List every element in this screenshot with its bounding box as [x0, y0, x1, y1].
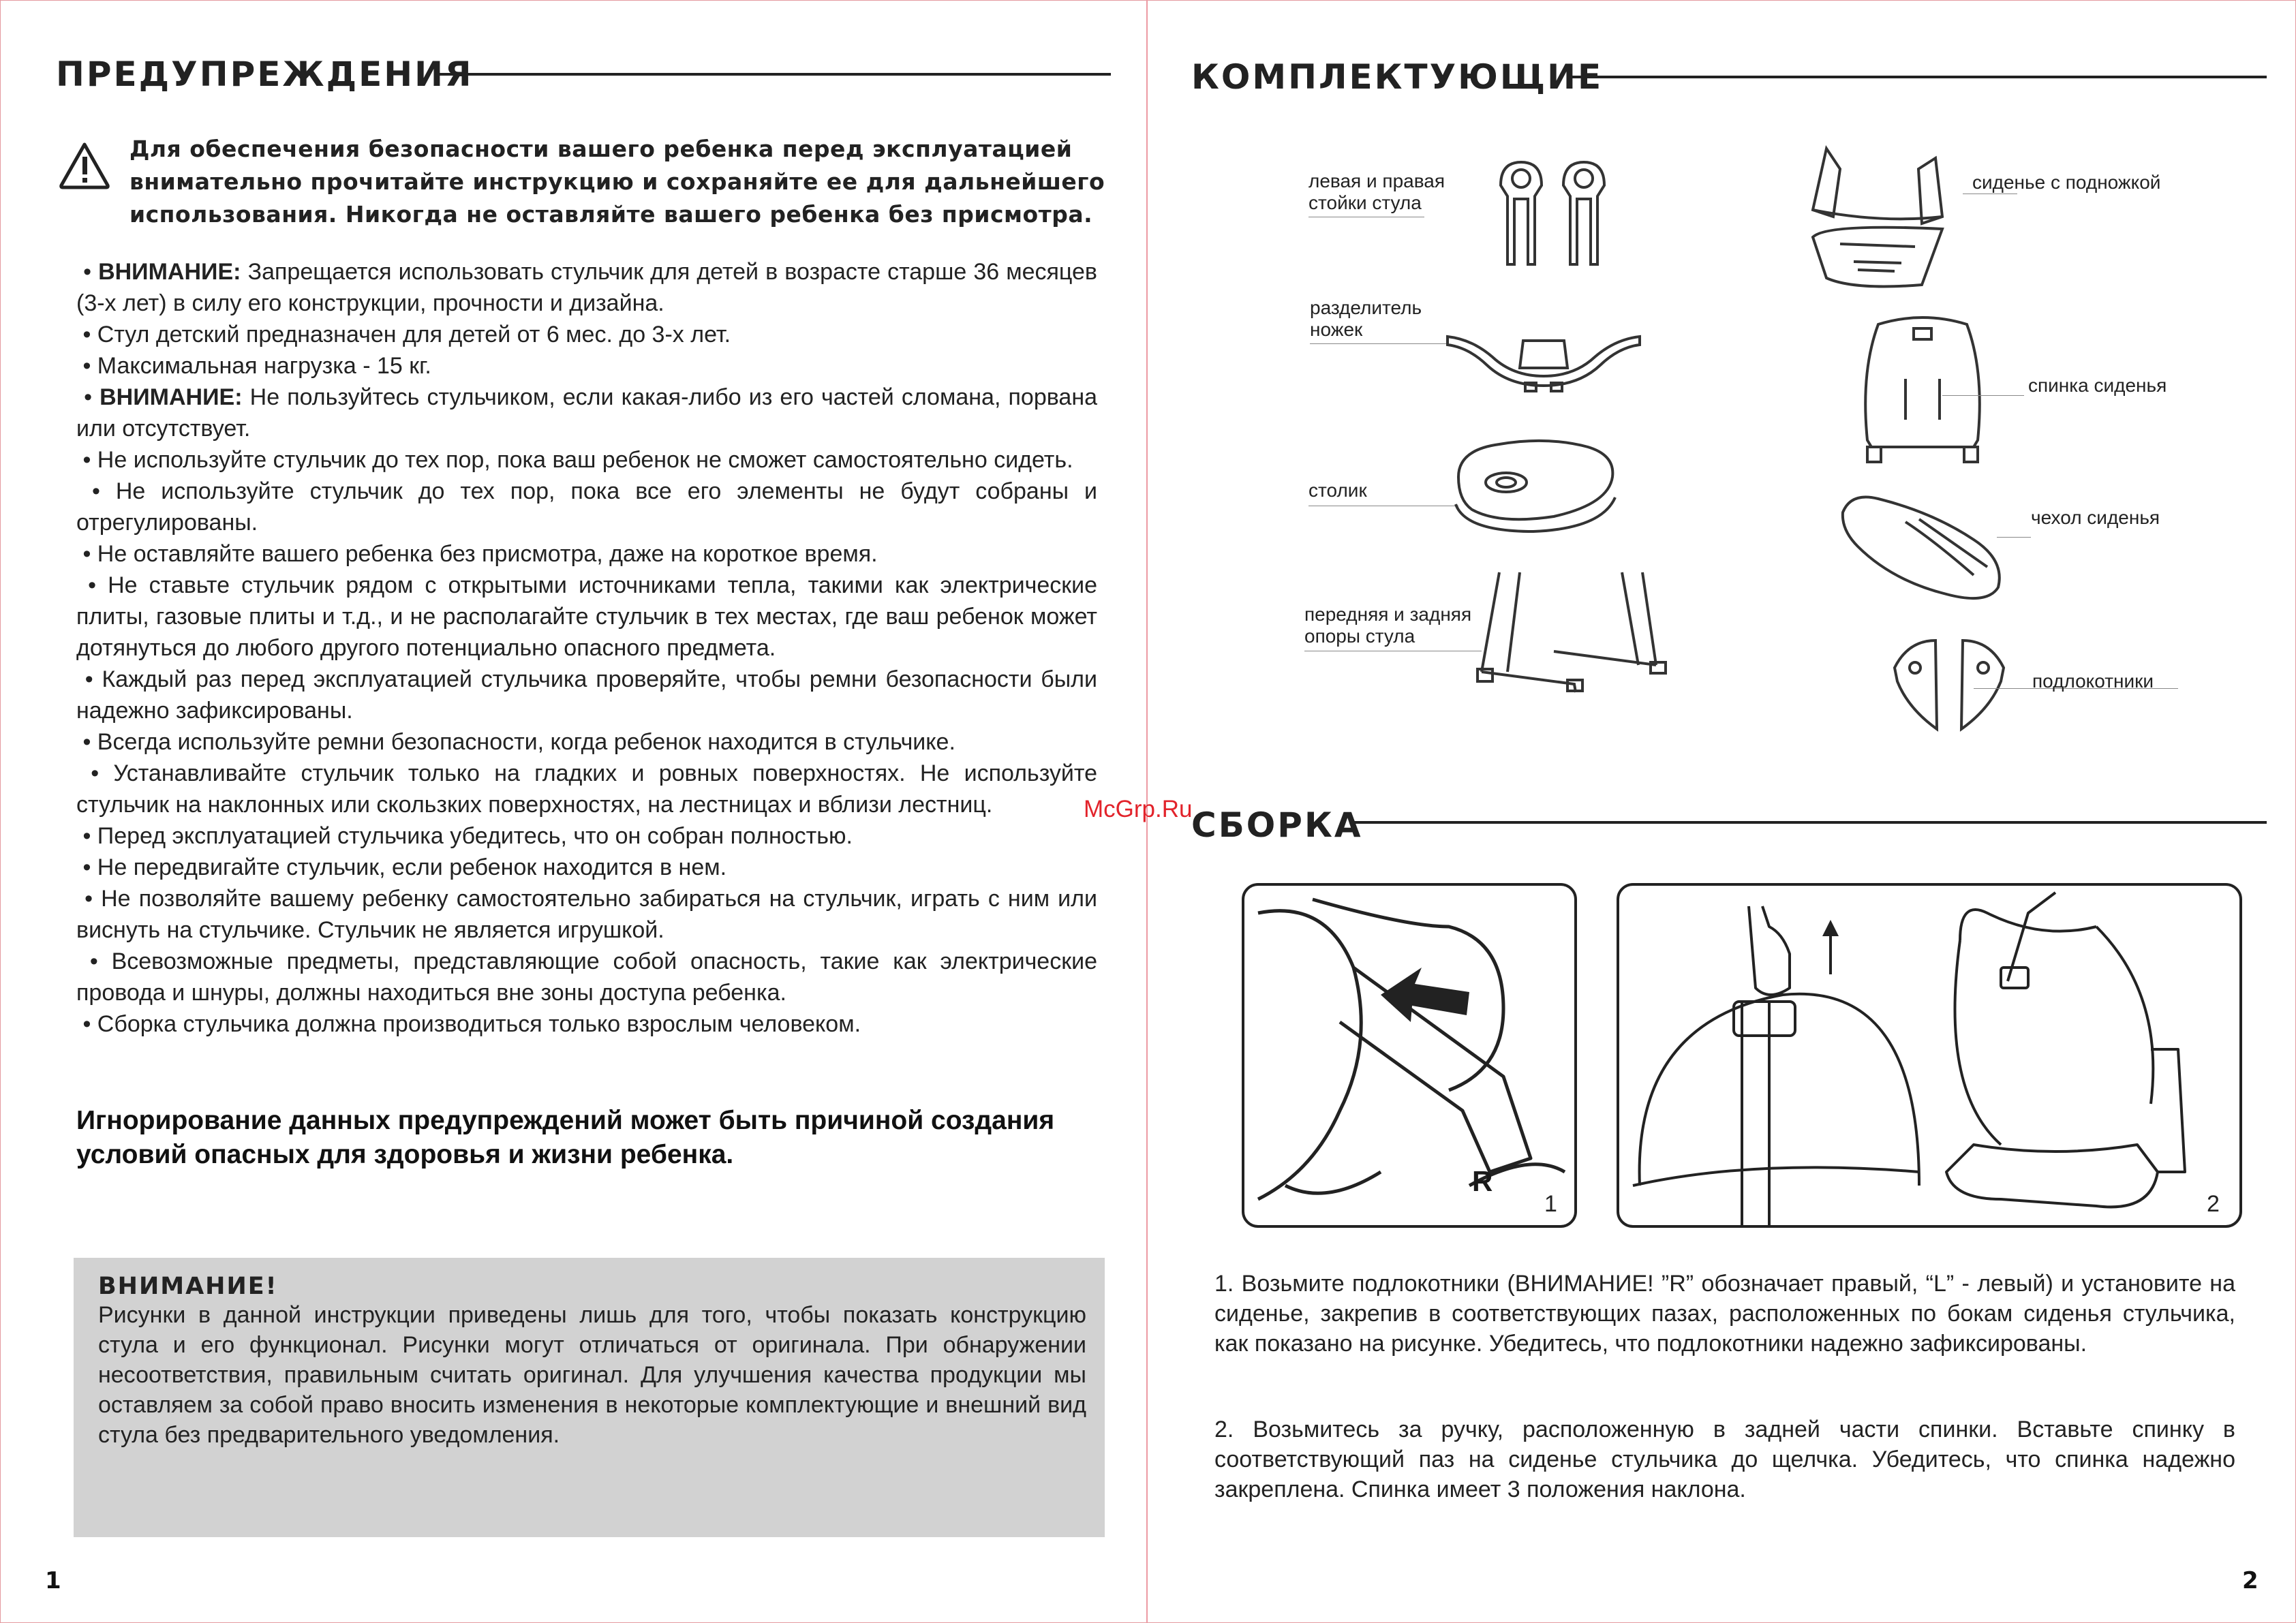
leader-line-backrest — [1942, 395, 2024, 396]
tray-illustration — [1452, 429, 1622, 538]
assembly-step-2: 2. Возьмитесь за ручку, расположенную в задней части спинки. Вставьте спинку в соответствующий паз на сиденье стульчика до щелчка. Убедитесь, что спинка надежно закреплена. Спинка имеет 3 положения наклона. — [1214, 1417, 2235, 1502]
parts-title: КОМПЛЕКТУЮЩИЕ — [1191, 57, 1604, 97]
parts-title-rule — [1569, 76, 2267, 78]
warnings-title: ПРЕДУПРЕЖДЕНИЯ — [56, 55, 474, 94]
warning-item: • Всегда используйте ремни безопасности, когда ребенок находится в стульчике. — [76, 729, 955, 755]
part-label-tray: столик — [1308, 480, 1367, 501]
part-label-seat: сиденье с подножкой — [1972, 172, 2161, 193]
warning-item: • Устанавливайте стульчик только на гладких и ровных поверхностях. Не используйте стульчик на наклонных или скользких поверхностях, на лестницах и вблизи лестниц. — [76, 760, 1098, 818]
page-number-left: 1 — [45, 1567, 61, 1594]
figure-2-illustration — [1619, 886, 2239, 1225]
part-label-legs: левая и правая стойки стула — [1308, 170, 1445, 213]
warning-item: • Всевозможные предметы, представляющие собой опасность, такие как электрические провода и шнуры, должны находиться вне зоны доступа ребенка. — [76, 948, 1097, 1006]
assembly-figure-2 — [1617, 883, 2242, 1228]
intro-warning-text: Для обеспечения безопасности вашего ребенка перед эксплуатацией внимательно прочитайте инструкцию и сохраняйте ее для дальнейшего использования. Никогда не оставляйте вашего ребенка без присмотра. — [129, 136, 1105, 228]
warning-item: • Не используйте стульчик до тех пор, пока ваш ребенок не сможет самостоятельно сидеть. — [76, 447, 1073, 473]
figure-1-number: 1 — [1544, 1191, 1557, 1217]
figure-1-letter: R — [1472, 1165, 1493, 1197]
warning-triangle-icon — [59, 142, 110, 189]
warnings-title-rule — [439, 73, 1111, 76]
warning-item: • Сборка стульчика должна производиться только взрослым человеком. — [76, 1011, 861, 1037]
leader-line-divider — [1310, 343, 1446, 344]
notice-box — [74, 1258, 1105, 1537]
part-label-cover: чехол сиденья — [2031, 507, 2160, 528]
warning-item: • Не оставляйте вашего ребенка без присмотра, даже на короткое время. — [76, 541, 878, 567]
warning-item: • ВНИМАНИЕ: Запрещается использовать стульчик для детей в возрасте старше 36 месяцев (3-х лет) в силу его конструкции, прочности и дизайна. — [76, 259, 1097, 316]
part-label-backrest: спинка сиденья — [2028, 375, 2167, 396]
assembly-title: СБОРКА — [1191, 805, 1363, 845]
leg-divider-illustration — [1445, 327, 1642, 395]
part-label-supports: передняя и задняя опоры стула — [1304, 604, 1472, 647]
assembly-title-rule — [1349, 821, 2267, 824]
part-label-divider: разделитель ножек — [1310, 297, 1422, 340]
armrests-illustration — [1888, 634, 2010, 736]
figure-2-number: 2 — [2207, 1191, 2220, 1217]
warning-item: • Каждый раз перед эксплуатацией стульчика проверяйте, чтобы ремни безопасности были надежно зафиксированы. — [76, 666, 1098, 724]
page-number-right: 2 — [2242, 1567, 2259, 1594]
notice-body: Рисунки в данной инструкции приведены лишь для того, чтобы показать конструкцию стула и его функционал. Рисунки могут отличаться от оригинала. При обнаружении несоответствия, правильным считать оригинал. Для улучшения качества продукции мы оставляем за собой право вносить изменения в некоторые комплектующие и внешний вид стула без предварительного уведомления. — [98, 1302, 1086, 1448]
warning-item: • Не используйте стульчик до тех пор, пока все его элементы не будут собраны и отрегулированы. — [76, 478, 1098, 536]
leader-line-cover — [1997, 537, 2031, 538]
assembly-figure-1 — [1242, 883, 1577, 1228]
part-label-armrests: подлокотники — [2032, 670, 2154, 692]
notice-title: ВНИМАНИЕ! — [98, 1273, 278, 1300]
warning-item: • Стул детский предназначен для детей от 6 мес. до 3-х лет. — [76, 322, 731, 347]
closing-warning: Игнорирование данных предупреждений может быть причиной создания условий опасных для здоровья и жизни ребенка. — [76, 1106, 1055, 1169]
warning-item: • Максимальная нагрузка - 15 кг. — [76, 353, 431, 379]
figure-1-illustration — [1244, 886, 1574, 1225]
legs-illustration — [1493, 158, 1622, 267]
warning-item: • Перед эксплуатацией стульчика убедитесь, что он собран полностью. — [76, 823, 853, 849]
seat-illustration — [1799, 142, 1963, 292]
warning-item: • ВНИМАНИЕ: Не пользуйтесь стульчиком, если какая-либо из его частей сломана, порвана или отсутствует. — [76, 384, 1097, 442]
warning-item: • Не позволяйте вашему ребенку самостоятельно забираться на стульчик, играть с ним или виснуть на стульчике. Стульчик не является игрушкой. — [76, 886, 1098, 943]
assembly-step-1: 1. Возьмите подлокотники (ВНИМАНИЕ! ”R” обозначает правый, “L” - левый) и установите на сиденье, закрепив в соответствующих пазах, расположенных по бокам сиденья стульчика, как показано на рисунке. Убедитесь, что подлокотники надежно зафиксированы. — [1214, 1271, 2235, 1357]
warning-item: • Не передвигайте стульчик, если ребенок находится в нем. — [76, 854, 727, 880]
warning-item: • Не ставьте стульчик рядом с открытыми источниками тепла, такими как электрические плиты, газовые плиты и т.д., и не располагайте стульчик в тех местах, где ваш ребенок может дотянуться до любого другого потенциально опасного предмета. — [76, 572, 1098, 661]
backrest-illustration — [1858, 311, 1987, 467]
warnings-list — [76, 256, 1097, 1040]
supports-illustration — [1472, 570, 1670, 692]
seat-cover-illustration — [1837, 485, 2008, 608]
watermark: McGrp.Ru — [1084, 796, 1193, 822]
